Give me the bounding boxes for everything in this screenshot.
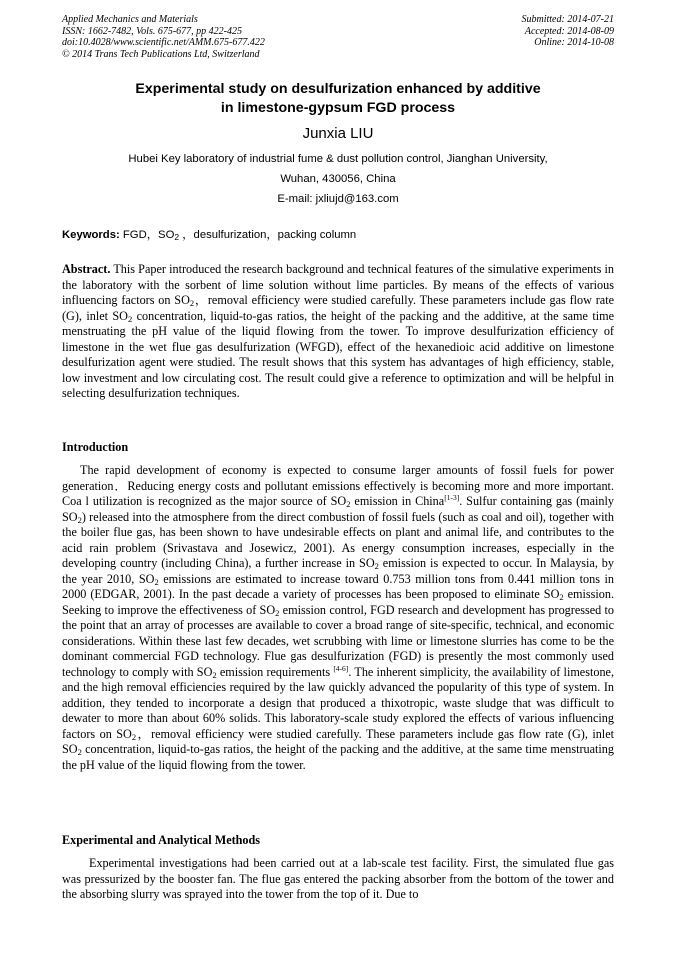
abstract-label: Abstract. xyxy=(62,262,111,276)
subscript: 2 xyxy=(189,298,195,308)
introduction-heading: Introduction xyxy=(62,440,129,454)
intro-text: . Sulfur containing gas (mainly SO xyxy=(62,494,615,524)
title-line-2: in limestone-gypsum FGD process xyxy=(220,99,456,116)
submission-dates xyxy=(522,14,615,49)
journal-doi: doi:10.4028/www.scientific.net/AMM.675-677.422 xyxy=(62,37,265,48)
intro-text: emission in China xyxy=(350,494,445,508)
intro-text: ，removal efficiency were studied carefully. These parameters include gas flow rate (G), inlet SO xyxy=(62,726,614,756)
affiliation-line-2: Wuhan, 430056, China xyxy=(280,173,396,185)
title-line-1: Experimental study on desulfurization enhanced by additive xyxy=(135,81,541,97)
author-name: Junxia LIU xyxy=(302,125,374,142)
keywords-label: Keywords: xyxy=(62,229,120,241)
abstract-text: This Paper introduced the research background and technical features of the simulative experiments in the laboratory with the sorbent of lime solution without lime particles. By means of the effects of various influencing factors on SO xyxy=(62,262,614,307)
journal-info xyxy=(62,14,265,60)
subscript: 2 xyxy=(212,669,217,680)
intro-text: emission control, FGD research and development has progressed to the point that an array of processes are available to cover a broad range of site-specific, technical, and economic considerations. Within these last few decades, wet scrubbing with lime or limestone slurries has come to be the dominant commercial FGD technology. Flue gas desulfurization (FGD) is presently the most commonly used technology to comply with SO xyxy=(62,602,614,679)
subscript: 2 xyxy=(127,313,133,324)
submitted-date: Submitted: 2014-07-21 xyxy=(521,14,614,25)
intro-text: The rapid development of economy is expected to consume larger amounts of fossil fuels for power generation．Reducing energy costs and pollutant emissions effectively is becoming more and more important. Coa l utilization is recognized as the major source of SO xyxy=(62,463,614,508)
subscript: 2 xyxy=(77,747,82,757)
subscript: 2 xyxy=(559,592,564,602)
introduction-paragraph xyxy=(62,463,614,773)
keywords-text: FGD，SO xyxy=(119,229,175,241)
intro-text: emission requirements xyxy=(216,664,334,679)
intro-text: ) released into the atmosphere from the direct combustion of fossil fuels (such as coal and oil), together with the boiler flue gas, has been shown to have undesirable effects on plant and animal life, and contributes to the acid rain problem (Srivastava and Josewicz, 2001). As energy consumption increases, especially in the developing country (including China), a further increase in SO xyxy=(62,509,614,570)
citation: [4-6] xyxy=(333,663,349,673)
author-email: E-mail: jxliujd@163.com xyxy=(277,193,399,205)
abstract xyxy=(62,262,614,402)
subscript: 2 xyxy=(77,514,82,525)
intro-text: emissions are estimated to increase toward 0.753 million tons from 0.441 million tons in 2000 (EDGAR, 2001). In the past decade a variety of processes has been proposed to eliminate SO xyxy=(62,571,614,601)
subscript: 2 xyxy=(275,607,280,618)
journal-copyright: © 2014 Trans Tech Publications Ltd, Switzerland xyxy=(62,48,260,60)
online-date: Online: 2014-10-08 xyxy=(534,37,614,48)
intro-text: concentration, liquid-to-gas ratios, the height of the packing and the additive, at the same time menstruating the pH value of the liquid flowing from the tower. xyxy=(62,742,614,772)
journal-name: Applied Mechanics and Materials xyxy=(62,14,198,25)
methods-paragraph: Experimental investigations had been carried out at a lab-scale test facility. First, the simulated flue gas was pressurized by the booster fan. The flue gas entered the packing absorber from the bottom of the tower and the absorbing slurry was sprayed into the tower from the top of it. Due to xyxy=(62,856,614,901)
intro-text: . The inherent simplicity, the availability of limestone, and the high removal efficiencies required by the law quickly advanced the popularity of this type of system. In addition, they tended to incorporate a design that produced a thixotropic, waste sludge that was difficult to dewater to more than about 60% solids. This laboratory-scale study explored the effects of various influencing factors on SO xyxy=(62,664,614,741)
intro-text: emission is expected to occur. In Malaysia, by the year 2010, SO xyxy=(62,556,614,586)
affiliation xyxy=(62,149,614,209)
accepted-date: Accepted: 2014-08-09 xyxy=(524,25,614,37)
abstract-text: concentration, liquid-to-gas ratios, the height of the packing and the additive, at the same time menstruating the pH value of the liquid flowing from the tower. To improve desulfurization efficiency of limestone in the wet flue gas desulfurization (WFGD), effect of the hexanedioic acid additive on limestone desulfurization agent were studied. The result shows that this system has advantages of high efficiency, stable, low investment and low circulating cost. The result could give a reference to optimization and will be helpful in selecting desulfurization techniques. xyxy=(62,308,614,400)
journal-issn: ISSN: 1662-7482, Vols. 675-677, pp 422-425 xyxy=(62,25,242,37)
keywords xyxy=(62,227,614,243)
methods-heading: Experimental and Analytical Methods xyxy=(62,833,261,847)
subscript: 2 xyxy=(346,499,351,509)
abstract-text: ，removal efficiency were studied carefully. These parameters include gas flow rate (G), inlet SO xyxy=(62,293,614,323)
keywords-text: ，desulfurization，packing column xyxy=(179,229,357,241)
subscript: 2 xyxy=(174,232,180,242)
subscript: 2 xyxy=(131,731,137,742)
paper-title xyxy=(62,80,614,117)
citation: [1-3] xyxy=(444,493,460,502)
subscript: 2 xyxy=(154,576,159,587)
affiliation-line-1: Hubei Key laboratory of industrial fume & dust pollution control, Jianghan University, xyxy=(128,153,548,165)
intro-text: emission. Seeking to improve the effectiveness of SO xyxy=(62,587,614,617)
subscript: 2 xyxy=(374,561,379,571)
